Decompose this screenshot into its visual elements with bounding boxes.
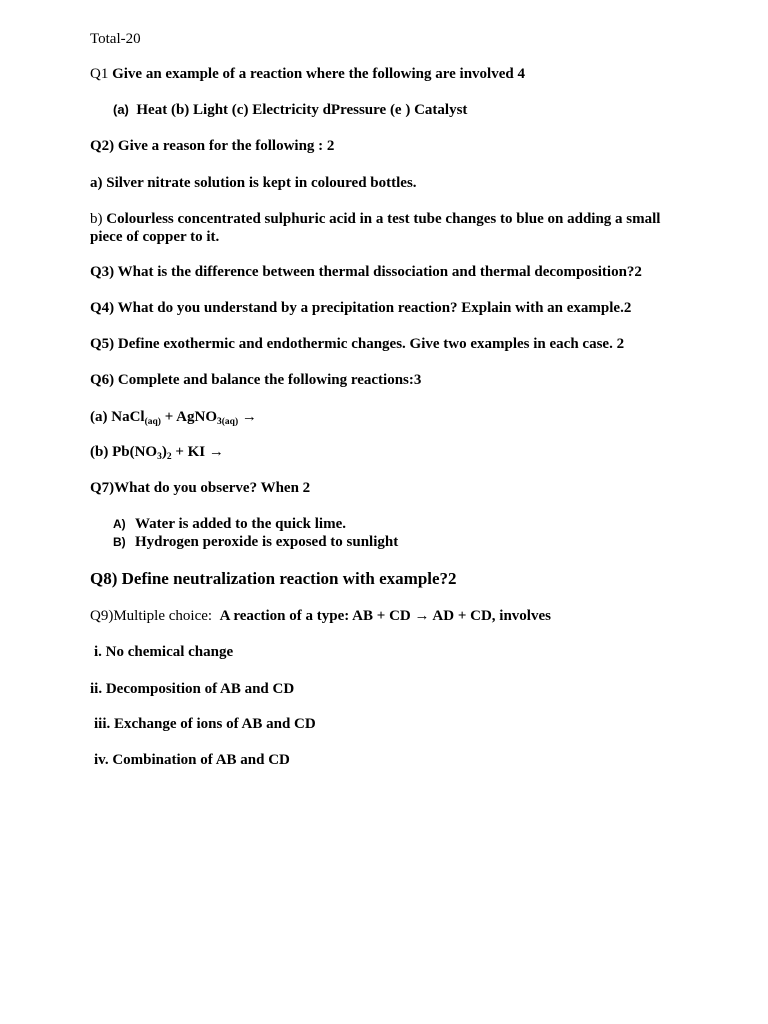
question-9-option-4: iv. Combination of AB and CD xyxy=(94,752,290,768)
question-6-reaction-b xyxy=(90,443,224,461)
reaction-a-arrow: → xyxy=(238,409,257,425)
question-1 xyxy=(90,65,525,83)
question-7: Q7)What do you observe? When 2 xyxy=(90,480,311,496)
question-2-part-b-label: b) xyxy=(90,211,103,227)
reaction-b-sub1: 3 xyxy=(157,452,162,462)
question-8: Q8) Define neutralization reaction with example?2 xyxy=(90,569,457,588)
question-9-option-3: iii. Exchange of ions of AB and CD xyxy=(94,716,316,732)
question-2-part-a: a) Silver nitrate solution is kept in coloured bottles. xyxy=(90,175,417,191)
question-2: Q2) Give a reason for the following : 2 xyxy=(90,138,335,154)
question-4: Q4) What do you understand by a precipitation reaction? Explain with an example.2 xyxy=(90,300,632,316)
question-7-item-a-marker: A) xyxy=(113,517,126,531)
question-7-item-a xyxy=(113,515,346,533)
question-2-part-b-line2: piece of copper to it. xyxy=(90,229,220,245)
question-9 xyxy=(90,607,551,625)
reaction-a-nacl-state: (aq) xyxy=(144,417,161,427)
question-7-item-b xyxy=(113,533,398,551)
reaction-b-sub2: 2 xyxy=(166,452,172,462)
question-6: Q6) Complete and balance the following reactions:3 xyxy=(90,372,422,388)
question-9-label: Q9)Multiple choice: xyxy=(90,608,213,624)
question-7-item-b-marker: B) xyxy=(113,535,126,549)
question-1-options-text: Heat (b) Light (c) Electricity dPressure (e ) Catalyst xyxy=(136,102,468,118)
question-7-item-a-text: Water is added to the quick lime. xyxy=(135,516,346,532)
question-2-part-b-line1: Colourless concentrated sulphuric acid in a test tube changes to blue on adding a small xyxy=(106,211,661,227)
question-1-text: Give an example of a reaction where the following are involved 4 xyxy=(112,66,525,82)
question-9-option-2: ii. Decomposition of AB and CD xyxy=(90,681,295,697)
question-6-reaction-a xyxy=(90,408,257,426)
reaction-b-pb: (b) Pb(NO xyxy=(90,444,158,460)
question-1-option-marker: (a) xyxy=(113,102,129,117)
question-9-text: A reaction of a type: AB + CD → AD + CD, involves xyxy=(219,608,551,624)
question-1-number: Q1 xyxy=(90,66,109,82)
question-7-item-b-text: Hydrogen peroxide is exposed to sunlight xyxy=(135,534,399,550)
reaction-a-agno-state: 3(aq) xyxy=(217,417,239,427)
reaction-a-agno: + AgNO xyxy=(160,409,218,425)
question-3: Q3) What is the difference between thermal dissociation and thermal decomposition?2 xyxy=(90,264,642,280)
reaction-a-nacl: (a) NaCl xyxy=(90,409,145,425)
total-marks: Total-20 xyxy=(90,31,141,47)
question-1-options xyxy=(113,101,467,119)
question-9-option-1: i. No chemical change xyxy=(94,644,234,660)
reaction-b-rest: + KI → xyxy=(171,444,224,460)
reaction-b-paren: ) xyxy=(161,444,167,460)
question-2-part-b xyxy=(90,210,660,228)
question-5: Q5) Define exothermic and endothermic changes. Give two examples in each case. 2 xyxy=(90,336,625,352)
